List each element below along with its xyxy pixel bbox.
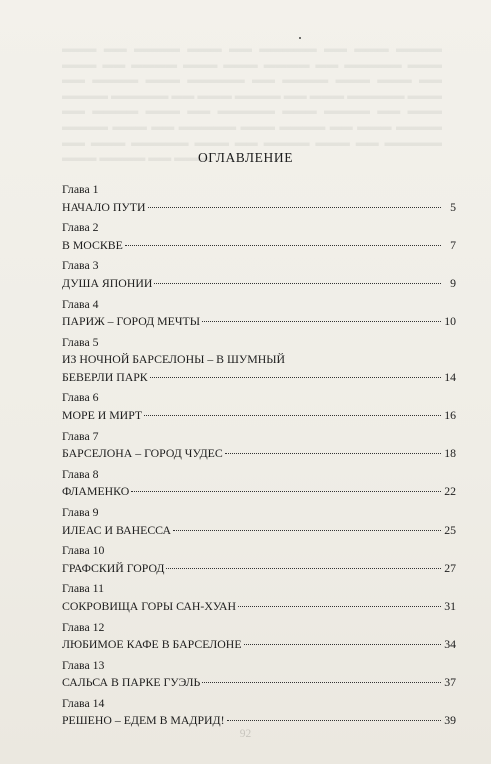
toc-line bbox=[62, 483, 456, 501]
toc-entry[interactable] bbox=[62, 657, 456, 692]
chapter-label: Глава 10 bbox=[62, 543, 105, 558]
chapter-label: Глава 9 bbox=[62, 505, 99, 519]
dot-leader bbox=[238, 606, 441, 607]
toc-entry[interactable] bbox=[62, 334, 456, 387]
page-ref: 22 bbox=[444, 484, 456, 499]
dot-leader bbox=[166, 568, 441, 569]
dot-leader bbox=[125, 245, 441, 246]
print-speck bbox=[299, 37, 301, 39]
toc-line bbox=[62, 275, 456, 293]
chapter-title: ЛЮБИМОЕ КАФЕ В БАРСЕЛОНЕ bbox=[62, 637, 242, 652]
chapter-label: Глава 13 bbox=[62, 657, 105, 672]
toc-line bbox=[62, 636, 456, 654]
dot-leader bbox=[202, 682, 441, 683]
toc-line bbox=[62, 445, 456, 463]
dot-leader bbox=[148, 207, 442, 208]
chapter-label: Глава 3 bbox=[62, 258, 99, 273]
dot-leader bbox=[154, 283, 441, 284]
chapter-label: Глава 5 bbox=[62, 334, 99, 349]
page-ref: 16 bbox=[444, 407, 456, 422]
toc-line bbox=[62, 313, 456, 331]
chapter-label: Глава 6 bbox=[62, 390, 99, 405]
page-ref: 10 bbox=[444, 314, 456, 329]
toc-entry[interactable] bbox=[62, 695, 456, 730]
page-number: 92 bbox=[239, 728, 252, 740]
toc-line bbox=[62, 199, 456, 217]
toc-entry[interactable] bbox=[62, 619, 456, 654]
chapter-title: В МОСКВЕ bbox=[62, 237, 123, 252]
chapter-label: Глава 1 bbox=[62, 182, 99, 196]
toc-entry[interactable] bbox=[62, 219, 456, 254]
chapter-label: Глава 12 bbox=[62, 619, 105, 634]
chapter-title: ПАРИЖ – ГОРОД МЕЧТЫ bbox=[62, 314, 201, 329]
chapter-title-line: ИЗ НОЧНОЙ БАРСЕЛОНЫ – В ШУМНЫЙ bbox=[62, 352, 286, 367]
page-ref: 7 bbox=[450, 237, 456, 252]
page-ref: 18 bbox=[444, 446, 456, 461]
chapter-title: БАРСЕЛОНА – ГОРОД ЧУДЕС bbox=[62, 446, 223, 461]
toc-line bbox=[62, 522, 456, 540]
chapter-title: МОРЕ И МИРТ bbox=[62, 407, 143, 422]
toc-line bbox=[62, 407, 456, 425]
toc-entry[interactable] bbox=[62, 428, 456, 463]
chapter-title: ФЛАМЕНКО bbox=[62, 484, 130, 499]
toc-entry[interactable] bbox=[62, 542, 456, 577]
chapter-label: Глава 7 bbox=[62, 428, 99, 443]
dot-leader bbox=[202, 321, 441, 322]
toc-entry[interactable] bbox=[62, 580, 456, 615]
chapter-title: ГРАФСКИЙ ГОРОД bbox=[62, 560, 165, 575]
chapter-title: БЕВЕРЛИ ПАРК bbox=[62, 369, 148, 384]
toc-list bbox=[62, 181, 456, 733]
chapter-title: СОКРОВИЩА ГОРЫ САН-ХУАН bbox=[62, 598, 236, 613]
show-through-texture: ▬▬▬ ▬▬ ▬▬▬▬ ▬▬▬ ▬▬ ▬▬▬▬▬ ▬▬ ▬▬▬ ▬▬▬▬ ▬▬▬ ▬▬ ▬▬▬▬ ▬▬▬ ▬▬▬ ▬▬▬▬ ▬▬ ▬▬▬▬▬ ▬▬▬ ▬▬ ▬▬▬▬ ▬▬▬ ▬▬▬▬▬ ▬▬ ▬▬▬▬ ▬▬▬ ▬▬▬ ▬▬ ▬▬▬▬ ▬▬▬▬▬ ▬▬ ▬▬▬ ▬▬▬▬ ▬▬ ▬▬▬ ▬▬▬▬▬ ▬▬▬ ▬▬ ▬▬▬▬ ▬▬▬ ▬▬ ▬▬▬▬▬ ▬▬▬ ▬▬▬▬ ▬▬ ▬▬▬ ▬▬▬▬ ▬▬▬ ▬▬ ▬▬▬▬▬ ▬▬▬ ▬▬▬▬ ▬▬ ▬▬▬ ▬▬▬▬ ▬▬ ▬▬▬ ▬▬▬▬▬ ▬▬▬ ▬▬ ▬▬▬▬ ▬▬▬ ▬▬ ▬▬▬▬▬ ▬▬▬ ▬▬▬▬ ▬▬ ▬▬▬ bbox=[62, 43, 442, 165]
toc-line bbox=[62, 237, 456, 255]
dot-leader bbox=[150, 377, 441, 378]
dot-leader bbox=[173, 530, 441, 531]
chapter-title: ДУША ЯПОНИИ bbox=[62, 275, 153, 290]
chapter-label: Глава 14 bbox=[62, 695, 105, 710]
chapter-title: РЕШЕНО – ЕДЕМ В МАДРИД! bbox=[62, 713, 225, 728]
toc-line bbox=[62, 560, 456, 578]
toc-title: ОГЛАВЛЕНИЕ bbox=[197, 150, 294, 165]
page-ref: 31 bbox=[444, 598, 456, 613]
page-ref: 34 bbox=[444, 637, 456, 652]
page-ref: 39 bbox=[444, 713, 456, 728]
toc-line bbox=[62, 598, 456, 616]
toc-entry[interactable] bbox=[62, 181, 456, 216]
dot-leader bbox=[244, 644, 441, 645]
dot-leader bbox=[227, 720, 441, 721]
toc-entry[interactable] bbox=[62, 504, 456, 539]
toc-line bbox=[62, 369, 456, 387]
chapter-label: Глава 11 bbox=[62, 581, 105, 596]
toc-entry[interactable] bbox=[62, 296, 456, 331]
chapter-label: Глава 4 bbox=[62, 296, 99, 311]
page-ref: 37 bbox=[444, 675, 456, 690]
toc-entry[interactable] bbox=[62, 389, 456, 424]
dot-leader bbox=[144, 415, 441, 416]
page-ref: 27 bbox=[444, 560, 456, 575]
toc-entry[interactable] bbox=[62, 257, 456, 292]
chapter-title: НАЧАЛО ПУТИ bbox=[62, 199, 146, 214]
page-ref: 25 bbox=[444, 522, 456, 537]
toc-entry[interactable] bbox=[62, 466, 456, 501]
page-ref: 5 bbox=[450, 199, 456, 214]
chapter-title: САЛЬСА В ПАРКЕ ГУЭЛЬ bbox=[62, 675, 201, 690]
page-ref: 14 bbox=[444, 369, 456, 384]
chapter-label: Глава 8 bbox=[62, 466, 99, 481]
dot-leader bbox=[131, 491, 441, 492]
chapter-title: ИЛЕАС И ВАНЕССА bbox=[62, 522, 171, 537]
toc-line bbox=[62, 674, 456, 692]
dot-leader bbox=[225, 453, 441, 454]
page-ref: 9 bbox=[450, 275, 456, 290]
chapter-label: Глава 2 bbox=[62, 220, 99, 235]
